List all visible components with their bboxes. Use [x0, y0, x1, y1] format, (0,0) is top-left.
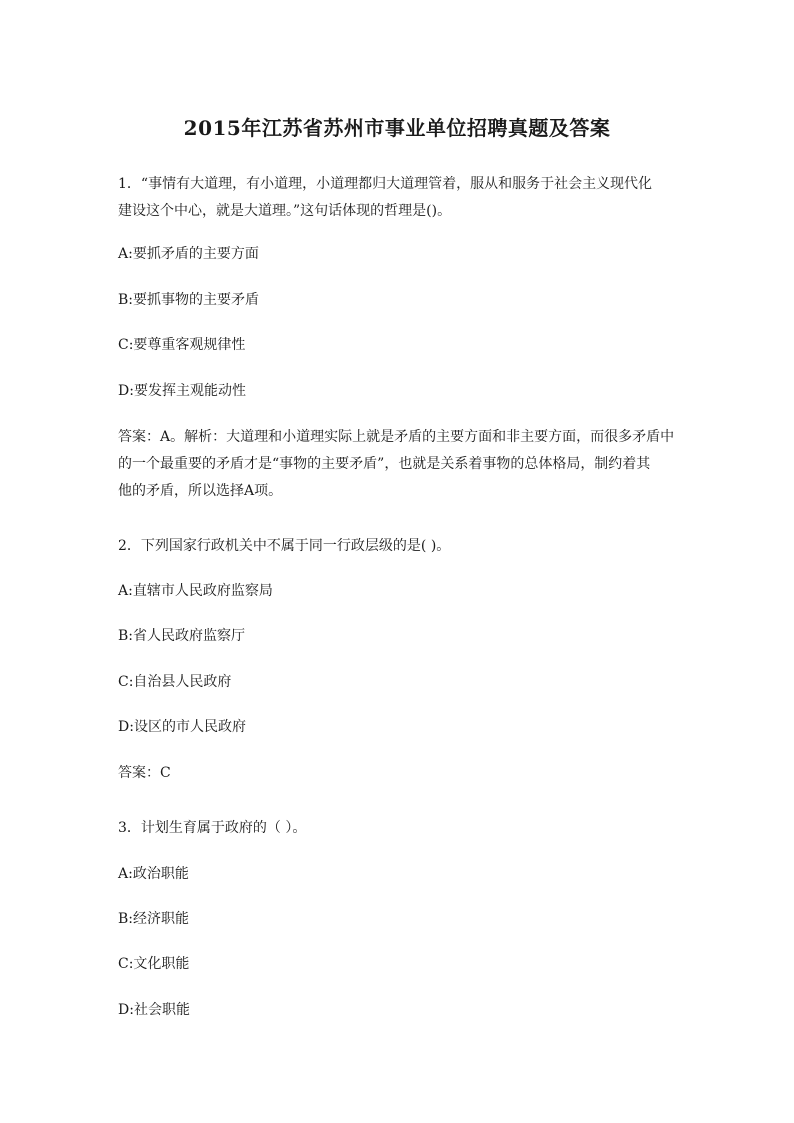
document-title: 2015年江苏省苏州市事业单位招聘真题及答案 — [183, 116, 611, 140]
q1-option-c: C:要尊重客观规律性 — [118, 337, 246, 353]
q2-option-c: C:自治县人民政府 — [118, 674, 232, 690]
q1-option-a: A:要抓矛盾的主要方面 — [118, 246, 259, 262]
q3-option-a: A:政治职能 — [118, 866, 189, 882]
q3-option-c: C:文化职能 — [118, 956, 190, 972]
q3-option-b: B:经济职能 — [118, 911, 190, 927]
q1-answer-line-1: 答案：A。解析：大道理和小道理实际上就是矛盾的主要方面和非主要方面，而很多矛盾中 — [118, 429, 675, 445]
q2-answer: 答案：C — [118, 765, 171, 781]
q1-option-d: D:要发挥主观能动性 — [118, 383, 246, 399]
q1-stem-line-1: 1．“事情有大道理，有小道理，小道理都归大道理管着，服从和服务于社会主义现代化 — [118, 176, 653, 192]
q2-option-d: D:设区的市人民政府 — [118, 719, 246, 735]
q1-stem-line-2: 建设这个中心，就是大道理。”这句话体现的哲理是()。 — [118, 203, 452, 219]
q2-option-a: A:直辖市人民政府监察局 — [118, 583, 273, 599]
q3-stem: 3．计划生育属于政府的（ ）。 — [118, 820, 307, 836]
q3-option-d: D:社会职能 — [118, 1002, 190, 1018]
q1-answer-line-2: 的一个最重要的矛盾才是“事物的主要矛盾”，也就是关系着事物的总体格局，制约着其 — [118, 456, 651, 472]
q1-option-b: B:要抓事物的主要矛盾 — [118, 292, 260, 308]
q2-stem: 2．下列国家行政机关中不属于同一行政层级的是( )。 — [118, 538, 451, 554]
q1-answer-line-3: 他的矛盾，所以选择A项。 — [118, 483, 283, 499]
q2-option-b: B:省人民政府监察厅 — [118, 628, 246, 644]
